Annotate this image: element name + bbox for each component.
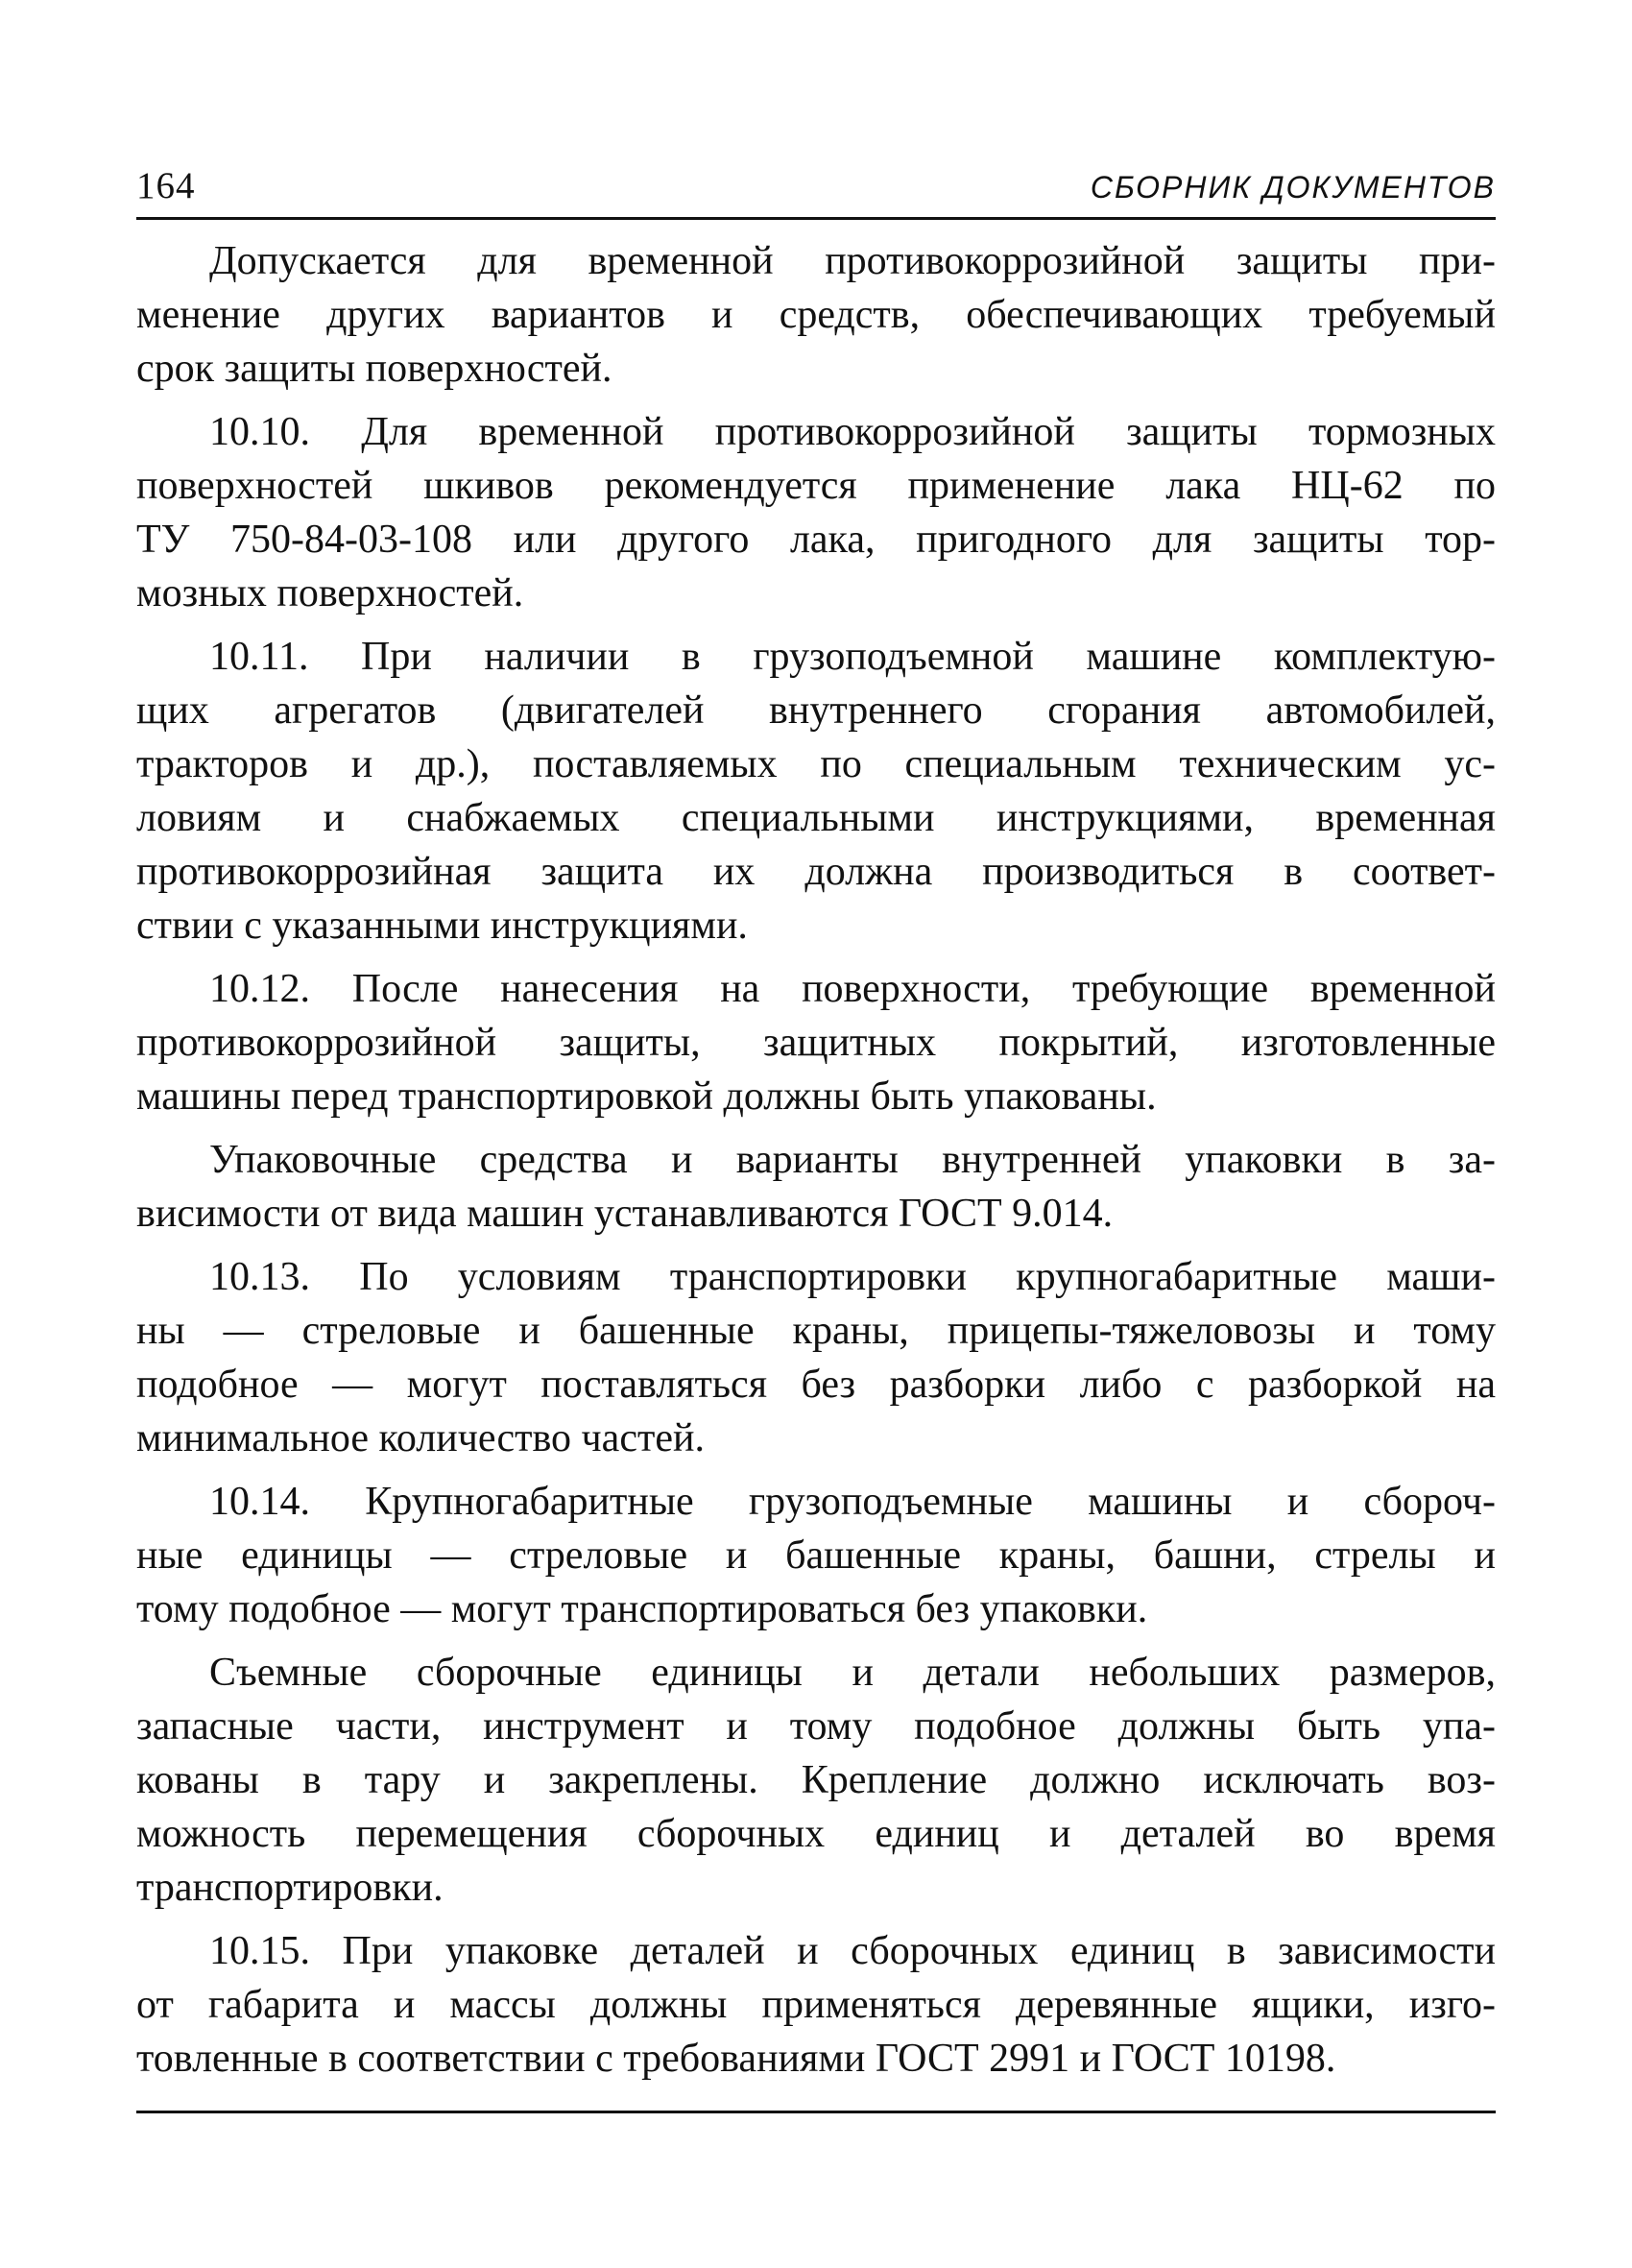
text-line: подобное — могут поставляться без разборки либо с разборкой на xyxy=(136,1363,1496,1407)
text-line: товленные в соответствии с требованиями ГОСТ 2991 и ГОСТ 10198. xyxy=(136,2037,1336,2081)
text-line: мозных поверхностей. xyxy=(136,571,524,615)
text-line: 10.13. По условиям транспортировки крупногабаритные маши- xyxy=(209,1255,1496,1299)
text-line: ны — стреловые и башенные краны, прицепы-тяжеловозы и тому xyxy=(136,1309,1496,1353)
paragraph xyxy=(136,234,1496,396)
body-text xyxy=(136,234,1496,2095)
text-line: менение других вариантов и средств, обеспечивающих требуемый xyxy=(136,293,1496,337)
text-line: 10.12. После нанесения на поверхности, требующие временной xyxy=(209,967,1496,1011)
text-line: тому подобное — могут транспортироваться без упаковки. xyxy=(136,1587,1148,1631)
footer-rule xyxy=(136,2111,1496,2113)
text-line: 10.14. Крупногабаритные грузоподъемные машины и сбороч- xyxy=(209,1480,1496,1524)
page-number: 164 xyxy=(136,165,196,206)
paragraph xyxy=(136,1924,1496,2086)
paragraph xyxy=(136,1646,1496,1915)
paragraph xyxy=(136,630,1496,953)
text-line: 10.11. При наличии в грузоподъемной машине комплектую- xyxy=(209,635,1496,679)
text-line: ные единицы — стреловые и башенные краны, башни, стрелы и xyxy=(136,1533,1496,1578)
text-line: 10.10. Для временной противокоррозийной защиты тормозных xyxy=(209,410,1496,454)
text-line: противокоррозийная защита их должна производиться в соответ- xyxy=(136,850,1496,894)
paragraph xyxy=(136,962,1496,1123)
text-line: 10.15. При упаковке деталей и сборочных единиц в зависимости xyxy=(209,1929,1496,1973)
text-line: противокоррозийной защиты, защитных покрытий, изготовленные xyxy=(136,1021,1496,1065)
text-line: ствии с указанными инструкциями. xyxy=(136,904,748,948)
paragraph xyxy=(136,1475,1496,1636)
text-line: кованы в тару и закреплены. Крепление должно исключать воз- xyxy=(136,1758,1496,1802)
text-line: Упаковочные средства и варианты внутренней упаковки в за- xyxy=(209,1138,1496,1182)
text-line: минимальное количество частей. xyxy=(136,1416,705,1460)
paragraph xyxy=(136,1133,1496,1241)
text-line: Допускается для временной противокоррозийной защиты при- xyxy=(209,239,1496,283)
paragraph xyxy=(136,405,1496,620)
text-line: можность перемещения сборочных единиц и деталей во время xyxy=(136,1812,1496,1856)
running-title: СБОРНИК ДОКУМЕНТОВ xyxy=(1090,170,1496,205)
text-line: машины перед транспортировкой должны быть упакованы. xyxy=(136,1074,1157,1119)
text-line: ловиям и снабжаемых специальными инструкциями, временная xyxy=(136,796,1496,840)
text-line: Съемные сборочные единицы и детали небольших размеров, xyxy=(209,1651,1496,1695)
text-line: срок защиты поверхностей. xyxy=(136,347,612,391)
text-line: щих агрегатов (двигателей внутреннего сгорания автомобилей, xyxy=(136,688,1496,733)
text-line: запасные части, инструмент и тому подобное должны быть упа- xyxy=(136,1704,1496,1749)
text-line: поверхностей шкивов рекомендуется применение лака НЦ-62 по xyxy=(136,464,1496,508)
text-line: транспортировки. xyxy=(136,1866,444,1910)
text-line: висимости от вида машин устанавливаются ГОСТ 9.014. xyxy=(136,1192,1114,1236)
paragraph xyxy=(136,1250,1496,1465)
text-line: от габарита и массы должны применяться деревянные ящики, изго- xyxy=(136,1983,1496,2027)
text-line: тракторов и др.), поставляемых по специальным техническим ус- xyxy=(136,742,1496,786)
text-line: ТУ 750-84-03-108 или другого лака, пригодного для защиты тор- xyxy=(136,518,1496,562)
running-header xyxy=(136,161,1496,220)
